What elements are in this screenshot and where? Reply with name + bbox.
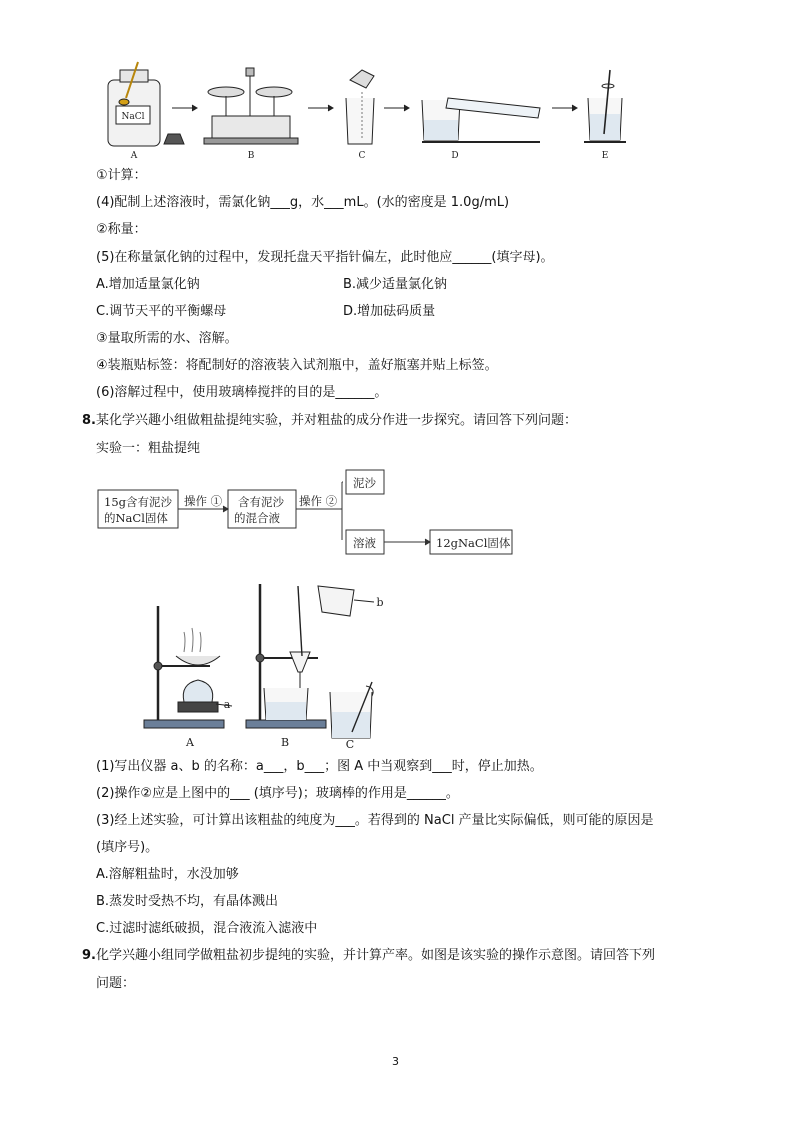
flow-op2: 操作 ② bbox=[299, 494, 338, 508]
figure-label-A: A bbox=[130, 151, 138, 161]
figure-label-D: D bbox=[451, 151, 459, 161]
step-measure-dissolve: ③量取所需的水、溶解。 bbox=[96, 331, 238, 346]
q5-option-d: D.增加砝码质量 bbox=[343, 304, 436, 319]
question-6: (6)溶解过程中，使用玻璃棒搅拌的目的是______。 bbox=[96, 385, 388, 400]
q8-question-3-line2: (填序号)。 bbox=[96, 840, 159, 855]
flow-result-label: 12gNaCl固体 bbox=[436, 536, 511, 550]
q8-question-1: (1)写出仪器 a、b 的名称：a___，b___；图 A 中当观察到___时，停止加热。 bbox=[96, 759, 543, 774]
q5-option-a: A.增加适量氯化钠 bbox=[96, 277, 200, 292]
flow-solution-label: 溶液 bbox=[353, 536, 376, 550]
step-bottle-label: ④装瓶贴标签：将配制好的溶液装入试剂瓶中，盖好瓶塞并贴上标签。 bbox=[96, 358, 498, 373]
flow-box2-line2: 的混合液 bbox=[234, 511, 280, 525]
q8-option-a: A.溶解粗盐时，水没加够 bbox=[96, 867, 239, 882]
question-5: (5)在称量氯化钠的过程中，发现托盘天平指针偏左，此时他应______(填字母)。 bbox=[96, 250, 554, 265]
apparatus-label-B: B bbox=[280, 736, 290, 749]
flow-mud-label: 泥沙 bbox=[353, 476, 376, 490]
apparatus-label-C: C bbox=[345, 738, 355, 751]
q5-option-b: B.减少适量氯化钠 bbox=[343, 277, 448, 292]
flow-box2-line1: 含有泥沙 bbox=[238, 495, 284, 509]
apparatus-label-A: A bbox=[186, 736, 194, 749]
question-9-stem bbox=[82, 946, 655, 966]
question-8-stem bbox=[82, 411, 577, 431]
question-4: (4)配制上述溶液时，需氯化钠___g，水___mL。(水的密度是 1.0g/mL) bbox=[96, 195, 510, 210]
apparatus-figure bbox=[140, 576, 390, 752]
question-8-text: 某化学兴趣小组做粗盐提纯实验，并对粗盐的成分作进一步探究。请回答下列问题： bbox=[95, 413, 577, 428]
solution-preparation-figure bbox=[100, 58, 640, 162]
figure-label-B: B bbox=[247, 151, 255, 161]
figure-label-E: E bbox=[601, 151, 609, 161]
step-weigh: ②称量： bbox=[96, 222, 147, 237]
q8-question-3-line1: (3)经上述实验，可计算出该粗盐的纯度为___。若得到的 NaCl 产量比实际偏低，则可能的原因是 bbox=[96, 813, 654, 828]
experiment-1-title: 实验一：粗盐提纯 bbox=[96, 441, 201, 456]
step-calculate: ①计算： bbox=[96, 168, 147, 183]
purification-flowchart bbox=[96, 466, 526, 562]
bottle-label: NaCl bbox=[121, 112, 145, 122]
page-number: 3 bbox=[392, 1055, 399, 1068]
q8-question-2: (2)操作②应是上图中的___ (填序号)；玻璃棒的作用是______。 bbox=[96, 786, 459, 801]
question-9-number: 9. bbox=[82, 948, 96, 963]
flow-box1-line1: 15g含有泥沙 bbox=[104, 495, 172, 509]
flow-op1: 操作 ① bbox=[184, 494, 223, 508]
apparatus-label-a: a bbox=[223, 698, 231, 711]
question-8-number: 8. bbox=[82, 413, 96, 428]
q5-option-c: C.调节天平的平衡螺母 bbox=[96, 304, 227, 319]
flow-box1-line2: 的NaCl固体 bbox=[104, 511, 168, 525]
question-9-stem-line2: 问题： bbox=[96, 976, 136, 991]
q8-option-b: B.蒸发时受热不均，有晶体溅出 bbox=[96, 894, 279, 909]
apparatus-label-b: b bbox=[376, 596, 384, 609]
q8-option-c: C.过滤时滤纸破损，混合液流入滤液中 bbox=[96, 921, 318, 936]
question-9-text: 化学兴趣小组同学做粗盐初步提纯的实验，并计算产率。如图是该实验的操作示意图。请回答下列 bbox=[95, 948, 655, 963]
figure-label-C: C bbox=[358, 151, 366, 161]
